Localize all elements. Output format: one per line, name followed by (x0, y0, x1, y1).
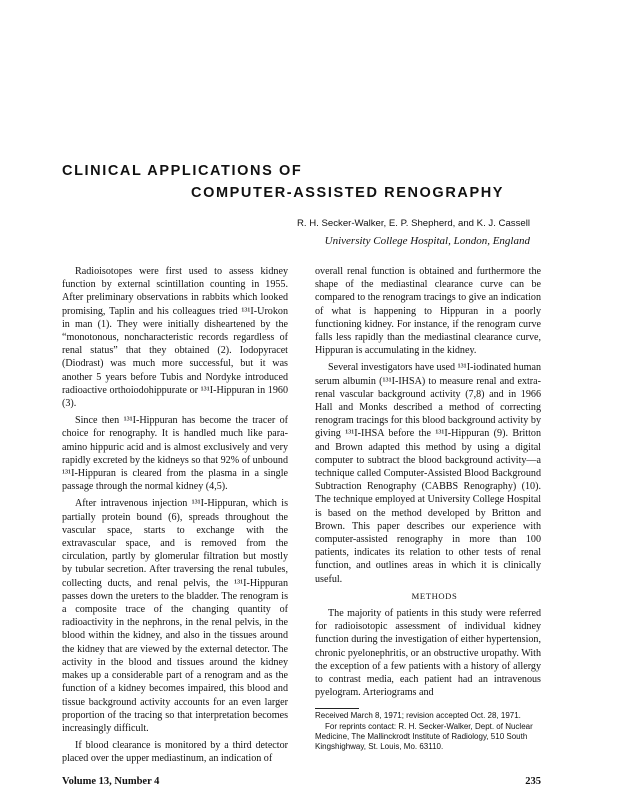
footnotes (315, 708, 541, 753)
journal-volume: Volume 13, Number 4 (62, 776, 160, 787)
left-text-column (62, 265, 288, 770)
affiliation: University College Hospital, London, England (324, 235, 530, 247)
body-paragraph: Several investigators have used ¹³¹I-iodinated human serum albumin (¹³¹I-IHSA) to measure renal and extra-renal vascular background activity (7,8) and in 1966 Hall and Monks described a method of correcting renogram tracings for this blood background activity by giving ¹³¹I-IHSA before the ¹³¹I-Hippuran (9). Britton and Brown adapted this method by using a digital computer to subtract the blood background activity—a technique called Computer-Assisted Blood Background Subtraction Renography (CABBS Renography) (10). The technique employed at University College Hospital is based on the method developed by Britton and Brown. This paper describes our experience with computer-assisted renography in more than 100 patients, indicates its relation to other tests of renal function, and outlines areas in which it is clinically useful. (315, 362, 541, 585)
body-paragraph: overall renal function is obtained and furthermore the shape of the mediastinal clearance curve can be compared to the renogram tracings to give an indication of what is happening to Hippuran in a poorly functioning kidney. For instance, if the renogram curve falls less rapidly than the mediastinal clearance curve, Hippuran is accumulating in the kidney. (315, 266, 541, 357)
author-list: R. H. Secker-Walker, E. P. Shepherd, and K. J. Cassell (296, 218, 530, 229)
page-number: 235 (525, 776, 541, 787)
body-paragraph: Radioisotopes were first used to assess kidney function by external scintillation counting in 1955. After preliminary observations in rabbits which looked promising, Taplin and his colleagues tried ¹³¹I-Urokon in man (1). They were initially disheartened by the “monotonous, noncharacteristic records regardless of renal status” that they obtained (2). Iodopyracet (Diodrast) was much more successful, but it was another 5 years before Tubis and Nordyke introduced radioactive orthoiodohippurate or ¹³¹I-Hippuran in 1960 (3). (62, 266, 288, 410)
footnote-reprints: For reprints contact: R. H. Secker-Walker, Dept. of Nuclear Medicine, The Mallinckrodt Institute of Radiology, 510 South Kingshighway, St. Louis, Mo. 63110. (315, 722, 533, 751)
footnote-rule (315, 708, 359, 709)
section-heading-methods: METHODS (411, 590, 458, 601)
article-title-line-2: COMPUTER-ASSISTED RENOGRAPHY (191, 185, 505, 201)
body-paragraph: The majority of patients in this study were referred for radioisotopic assessment of individual kidney function during the investigation of either hypertension, chronic pyelonephritis, or an obstructive uropathy. With the exception of a few patients with a history of allergy to contrast media, each patient had an intravenous pyelogram. Arteriograms and (315, 608, 541, 699)
body-paragraph: After intravenous injection ¹³¹I-Hippuran, which is partially protein bound (6), spreads throughout the vascular space, starts to exchange with the extravascular space, and is removed from the circulation, partly by glomerular filtration but mostly by tubular secretion. After traversing the renal tubules, collecting ducts, and renal pelvis, the ¹³¹I-Hippuran passes down the ureters to the bladder. The renogram is a composite trace of the changing quantity of radioactivity in the nephrons, in the renal pelvis, in the blood within the kidney, and also in the tissues around the kidney that are viewed by the external detector. The activity in the blood and tissues around the kidney makes up a considerable part of a renogram and as the function of a kidney becomes impaired, this blood and tissue background activity accounts for an even larger proportion of the tracing so that interpretation becomes increasingly difficult. (62, 498, 288, 734)
body-paragraph: If blood clearance is monitored by a third detector placed over the upper mediastinum, an indication of (62, 740, 288, 765)
right-text-column (315, 265, 541, 704)
body-paragraph: Since then ¹³¹I-Hippuran has become the tracer of choice for renography. It is handled much like para-amino hippuric acid and is almost exclusively and very rapidly excreted by the kidneys so that 92% of unbound ¹³¹I-Hippuran is cleared from the plasma in a single passage through the normal kidney (4,5). (62, 415, 288, 493)
article-title-line-1: CLINICAL APPLICATIONS OF (62, 163, 303, 179)
footnote-received: Received March 8, 1971; revision accepted Oct. 28, 1971. (315, 711, 521, 720)
